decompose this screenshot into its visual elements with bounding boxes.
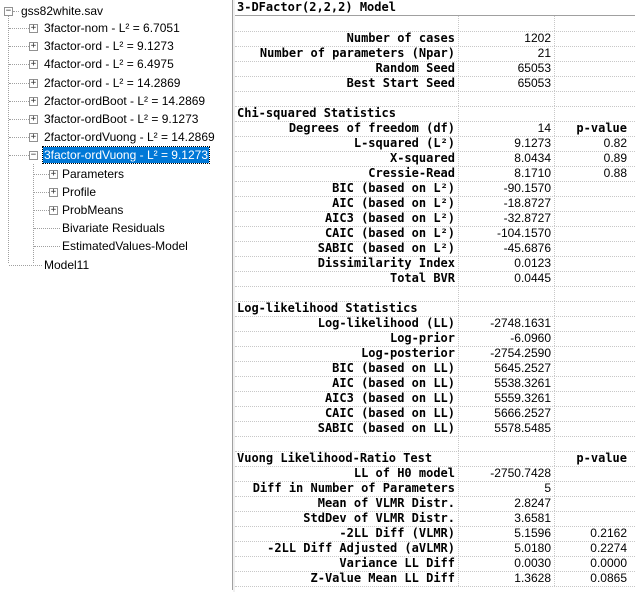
stat-extra bbox=[555, 286, 635, 301]
stat-label: X-squared bbox=[235, 151, 459, 166]
stat-extra: p-value bbox=[576, 451, 627, 465]
stat-value: -90.1570 bbox=[459, 181, 555, 196]
stat-label: Log-prior bbox=[235, 331, 459, 346]
stat-row[interactable] bbox=[235, 406, 635, 422]
stat-extra bbox=[555, 226, 635, 241]
stat-label: Chi-squared Statistics bbox=[235, 106, 459, 121]
stat-row[interactable] bbox=[235, 256, 635, 272]
expand-model-icon[interactable]: + bbox=[30, 132, 37, 143]
stat-value: -2750.7428 bbox=[459, 466, 555, 481]
section-header-row[interactable] bbox=[235, 451, 635, 467]
stat-row[interactable] bbox=[235, 511, 635, 527]
stat-label: Log-likelihood (LL) bbox=[235, 316, 459, 331]
stat-value: 5559.3261 bbox=[459, 391, 555, 406]
stat-label: Diff in Number of Parameters bbox=[235, 481, 459, 496]
stat-label: -2LL Diff (VLMR) bbox=[235, 526, 459, 541]
expand-model-icon[interactable]: + bbox=[30, 59, 37, 70]
stat-extra bbox=[555, 361, 635, 376]
stat-label: Total BVR bbox=[235, 271, 459, 286]
stat-extra bbox=[555, 271, 635, 286]
stat-value: -32.8727 bbox=[459, 211, 555, 226]
stat-label bbox=[235, 91, 459, 106]
stat-extra bbox=[555, 91, 635, 106]
stat-label: Best Start Seed bbox=[235, 76, 459, 91]
model-tree-pane[interactable]: − gss82white.sav + 3factor-nom - L² = 6.7051 + 3factor-ord - L² = 9.1273 + 4factor-ord - L² = 6.4975 + 2factor-ord - L² = 14.2869 + 2factor-ordBoot - L² = 14.2869 + 3factor-ordBoot - L² = 9.1273 + 2factor-ordVuong - L² = 14.2869 − 3factor-ordVuong - L² = 9.1273 + Parameters + Profile + ProbMeans Bivariate Residuals EstimatedValues-Model Model11 bbox=[0, 0, 233, 590]
stat-value: -45.6876 bbox=[459, 241, 555, 256]
stat-value: 3.6581 bbox=[459, 511, 555, 526]
stat-label: BIC (based on LL) bbox=[235, 361, 459, 376]
expand-child-icon[interactable]: + bbox=[50, 205, 57, 215]
stat-label: Degrees of freedom (df) bbox=[235, 121, 459, 136]
stat-extra bbox=[555, 391, 635, 406]
section-header-row[interactable] bbox=[235, 301, 635, 317]
stat-label bbox=[235, 286, 459, 301]
stat-value bbox=[459, 436, 555, 451]
stat-value: 65053 bbox=[459, 76, 555, 91]
stat-label: Log-likelihood Statistics bbox=[235, 301, 459, 316]
stat-row[interactable] bbox=[235, 331, 635, 347]
stat-label: AIC3 (based on L²) bbox=[235, 211, 459, 226]
stat-row[interactable] bbox=[235, 46, 635, 62]
stat-value: 8.1710 bbox=[459, 166, 555, 181]
stat-label bbox=[235, 16, 459, 31]
stat-extra bbox=[555, 316, 635, 331]
stat-value: 5.1596 bbox=[459, 526, 555, 541]
stat-extra bbox=[555, 106, 635, 121]
grid-title: 3-DFactor(2,2,2) Model bbox=[237, 0, 396, 14]
stat-value: 5645.2527 bbox=[459, 361, 555, 376]
stat-extra: 0.2162 bbox=[590, 526, 627, 540]
stat-extra: 0.0865 bbox=[590, 571, 627, 585]
stat-label: SABIC (based on LL) bbox=[235, 421, 459, 436]
stat-extra bbox=[555, 421, 635, 436]
stat-row[interactable] bbox=[235, 166, 635, 182]
stat-value: 5.0180 bbox=[459, 541, 555, 556]
stat-label: Z-Value Mean LL Diff bbox=[235, 571, 459, 586]
stat-label: Dissimilarity Index bbox=[235, 256, 459, 271]
expand-child-icon[interactable]: + bbox=[50, 186, 57, 197]
stat-extra bbox=[555, 211, 635, 226]
stat-extra bbox=[555, 31, 635, 46]
stat-extra bbox=[555, 301, 635, 316]
stat-row[interactable] bbox=[235, 226, 635, 242]
stat-label: AIC (based on L²) bbox=[235, 196, 459, 211]
expand-model-icon[interactable]: + bbox=[30, 95, 37, 106]
stat-row[interactable] bbox=[235, 271, 635, 287]
stat-value: 14 bbox=[459, 121, 555, 136]
stat-row[interactable] bbox=[235, 391, 635, 407]
stat-extra bbox=[555, 196, 635, 211]
stat-extra: 0.0000 bbox=[590, 556, 627, 570]
stat-extra bbox=[555, 496, 635, 511]
stat-value bbox=[459, 451, 555, 466]
stat-extra bbox=[555, 76, 635, 91]
stat-label: Random Seed bbox=[235, 61, 459, 76]
stat-extra bbox=[555, 436, 635, 451]
stat-label: Number of cases bbox=[235, 31, 459, 46]
stat-row[interactable] bbox=[235, 346, 635, 362]
expand-child-icon[interactable]: + bbox=[50, 168, 57, 179]
stat-value: -6.0960 bbox=[459, 331, 555, 346]
stat-extra: 0.2274 bbox=[590, 541, 627, 555]
stat-value: -2748.1631 bbox=[459, 316, 555, 331]
stat-label: -2LL Diff Adjusted (aVLMR) bbox=[235, 541, 459, 556]
blank-row[interactable] bbox=[235, 436, 635, 452]
stat-value: 5538.3261 bbox=[459, 376, 555, 391]
stat-row[interactable] bbox=[235, 76, 635, 92]
stat-extra bbox=[555, 61, 635, 76]
stat-value: 8.0434 bbox=[459, 151, 555, 166]
stat-row[interactable] bbox=[235, 151, 635, 167]
stat-value: 2.8247 bbox=[459, 496, 555, 511]
stat-extra: 0.82 bbox=[603, 136, 627, 150]
stat-value bbox=[459, 286, 555, 301]
stat-extra bbox=[555, 466, 635, 481]
expand-model-icon[interactable]: + bbox=[30, 77, 37, 88]
stat-value: 5578.5485 bbox=[459, 421, 555, 436]
stat-row[interactable] bbox=[235, 61, 635, 77]
stat-value: 21 bbox=[459, 46, 555, 61]
stat-extra bbox=[555, 511, 635, 526]
stat-row[interactable] bbox=[235, 481, 635, 497]
stat-value bbox=[459, 16, 555, 31]
stat-label: Mean of VLMR Distr. bbox=[235, 496, 459, 511]
stat-extra bbox=[555, 46, 635, 61]
stat-value: 0.0030 bbox=[459, 556, 555, 571]
stat-row[interactable] bbox=[235, 496, 635, 512]
stat-extra bbox=[555, 376, 635, 391]
stat-row[interactable] bbox=[235, 466, 635, 482]
stat-extra: p-value bbox=[576, 121, 627, 135]
expand-model-icon[interactable]: + bbox=[30, 114, 37, 124]
stat-label: AIC3 (based on LL) bbox=[235, 391, 459, 406]
output-grid[interactable] bbox=[235, 0, 635, 592]
collapse-root-icon[interactable]: − bbox=[5, 6, 12, 16]
stat-row[interactable] bbox=[235, 376, 635, 392]
stat-row[interactable] bbox=[235, 571, 635, 587]
stat-label: Number of parameters (Npar) bbox=[235, 46, 459, 61]
stat-value bbox=[459, 301, 555, 316]
stat-extra bbox=[555, 346, 635, 361]
stat-value: 1.3628 bbox=[459, 571, 555, 586]
stat-extra bbox=[555, 256, 635, 271]
stat-row[interactable] bbox=[235, 241, 635, 257]
stat-value: 65053 bbox=[459, 61, 555, 76]
stat-label: Variance LL Diff bbox=[235, 556, 459, 571]
stat-row[interactable] bbox=[235, 31, 635, 47]
stat-row[interactable] bbox=[235, 136, 635, 152]
stat-row[interactable] bbox=[235, 121, 635, 137]
stat-value: 9.1273 bbox=[459, 136, 555, 151]
stat-row[interactable] bbox=[235, 196, 635, 212]
stat-label: CAIC (based on L²) bbox=[235, 226, 459, 241]
stat-extra: 0.88 bbox=[603, 166, 627, 180]
stat-value: -2754.2590 bbox=[459, 346, 555, 361]
stat-label: SABIC (based on L²) bbox=[235, 241, 459, 256]
grid-title-row bbox=[235, 0, 635, 16]
stat-row[interactable] bbox=[235, 556, 635, 572]
blank-row[interactable] bbox=[235, 16, 635, 32]
stat-value: 0.0445 bbox=[459, 271, 555, 286]
stat-value: 0.0123 bbox=[459, 256, 555, 271]
stat-label: Log-posterior bbox=[235, 346, 459, 361]
stat-value: -104.1570 bbox=[459, 226, 555, 241]
stat-extra bbox=[555, 16, 635, 31]
stat-extra: 0.89 bbox=[603, 151, 627, 165]
stat-row[interactable] bbox=[235, 316, 635, 332]
stat-label: LL of H0 model bbox=[235, 466, 459, 481]
stat-row[interactable] bbox=[235, 181, 635, 197]
stat-row[interactable] bbox=[235, 526, 635, 542]
stat-row[interactable] bbox=[235, 211, 635, 227]
section-header-row[interactable] bbox=[235, 106, 635, 122]
stat-label: AIC (based on LL) bbox=[235, 376, 459, 391]
stat-extra bbox=[555, 481, 635, 496]
stat-extra bbox=[555, 406, 635, 421]
stat-value: -18.8727 bbox=[459, 196, 555, 211]
expand-model-icon[interactable]: + bbox=[30, 23, 37, 33]
stat-row[interactable] bbox=[235, 361, 635, 377]
expand-model-icon[interactable]: − bbox=[30, 150, 37, 161]
stat-row[interactable] bbox=[235, 541, 635, 557]
stat-label: L-squared (L²) bbox=[235, 136, 459, 151]
stat-row[interactable] bbox=[235, 421, 635, 437]
blank-row[interactable] bbox=[235, 91, 635, 107]
stat-label bbox=[235, 436, 459, 451]
stat-value bbox=[459, 106, 555, 121]
stat-extra bbox=[555, 241, 635, 256]
stat-label: Cressie-Read bbox=[235, 166, 459, 181]
stat-extra bbox=[555, 331, 635, 346]
stat-extra bbox=[555, 181, 635, 196]
expand-model-icon[interactable]: + bbox=[30, 41, 37, 52]
stat-value: 1202 bbox=[459, 31, 555, 46]
stat-label: CAIC (based on LL) bbox=[235, 406, 459, 421]
stat-value: 5 bbox=[459, 481, 555, 496]
stat-label: Vuong Likelihood-Ratio Test bbox=[235, 451, 459, 466]
stat-label: StdDev of VLMR Distr. bbox=[235, 511, 459, 526]
stat-value: 5666.2527 bbox=[459, 406, 555, 421]
stat-label: BIC (based on L²) bbox=[235, 181, 459, 196]
stat-value bbox=[459, 91, 555, 106]
blank-row[interactable] bbox=[235, 286, 635, 302]
